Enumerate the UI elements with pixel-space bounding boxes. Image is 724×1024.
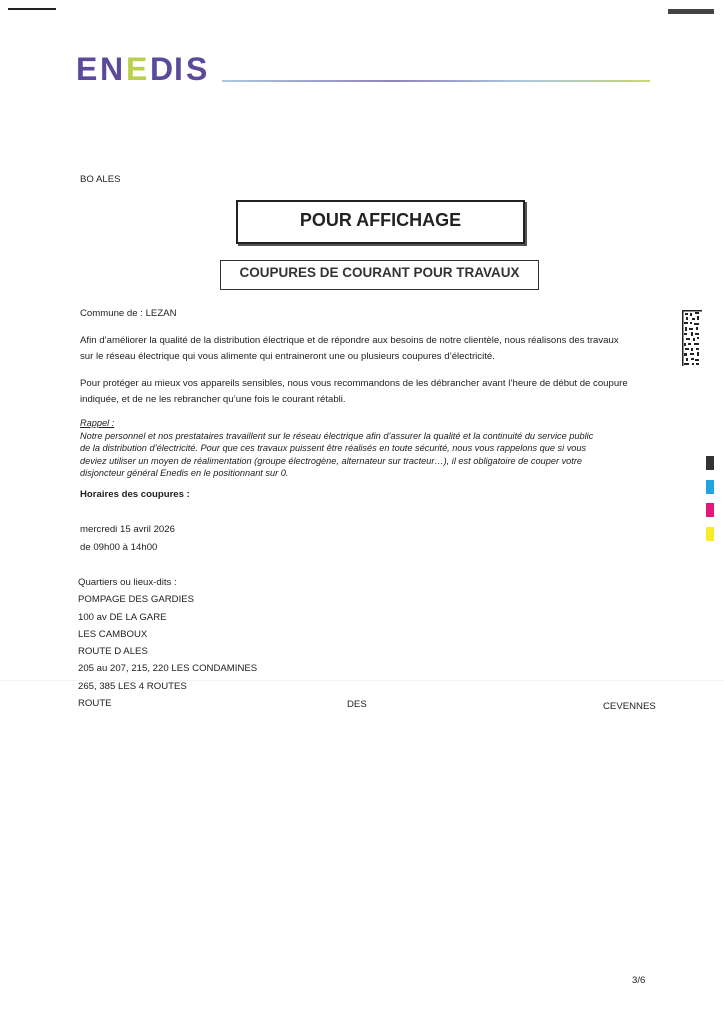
sender-label: BO ALES	[80, 174, 121, 185]
quartier-last-word-1: ROUTE	[78, 698, 112, 709]
page-number: 3/6	[632, 975, 646, 986]
rappel-line: Notre personnel et nos prestataires travaillent sur le réseau électrique afin d’assurer la qualité et la continuité du service public	[80, 430, 594, 441]
rappel-line: deviez utiliser un moyen de réalimentation (groupe électrogène, alternateur sur tracteur…), il est obligatoire de couper votre	[80, 455, 583, 466]
datamatrix-code	[682, 310, 702, 366]
svg-text:E: E	[76, 52, 99, 86]
paragraph-1	[80, 333, 619, 364]
quartier-item: 205 au 207, 215, 220 LES CONDAMINES	[78, 663, 258, 675]
quartier-last-word-3: CEVENNES	[603, 701, 656, 712]
yellow-mark	[706, 527, 714, 541]
quartiers-heading: Quartiers ou lieux-dits :	[78, 577, 177, 588]
outage-date: mercredi 15 avril 2026	[80, 524, 175, 535]
title-text: POUR AFFICHAGE	[299, 210, 462, 230]
enedis-logo	[76, 52, 216, 86]
quartier-item: ROUTE D ALES	[78, 646, 148, 658]
quartier-last-word-2: DES	[347, 699, 367, 710]
rappel-block	[80, 417, 593, 480]
paragraph-2	[80, 376, 628, 407]
quartier-item: LES CAMBOUX	[78, 628, 148, 640]
svg-text:I: I	[174, 52, 184, 86]
header-rule	[222, 80, 650, 82]
subtitle-box	[220, 260, 539, 290]
rappel-line: disjoncteur général Enedis en le positionnant sur 0.	[80, 468, 289, 478]
rappel-label: Rappel :	[80, 418, 115, 428]
svg-text:E: E	[126, 52, 149, 86]
subtitle-text: COUPURES DE COURANT POUR TRAVAUX	[239, 265, 520, 280]
paragraph-line: Afin d’améliorer la qualité de la distribution électrique et de répondre aux besoins de notre clientèle, nous réalisons des travaux	[80, 335, 619, 346]
quartier-item: POMPAGE DES GARDIES	[78, 594, 195, 606]
quartier-item: 100 av DE LA GARE	[78, 611, 167, 623]
scan-edge-mark	[668, 9, 714, 14]
paragraph-line: sur le réseau électrique qui vous alimente qui entraineront une ou plusieurs coupures d’électricité.	[80, 350, 495, 362]
black-mark	[706, 456, 714, 470]
quartier-item: 265, 385 LES 4 ROUTES	[78, 680, 187, 692]
horaires-block	[80, 521, 175, 557]
commune-line: Commune de : LEZAN	[80, 308, 177, 319]
paragraph-line: indiquée, et de ne les rebrancher qu’une fois le courant rétabli.	[80, 393, 346, 405]
rappel-line: de la distribution d’électricité. Pour que ces travaux puissent être réalisés en toute sécurité, nous vous rappelons que si vous	[80, 443, 587, 453]
svg-text:S: S	[186, 52, 209, 86]
svg-text:D: D	[150, 52, 175, 86]
outage-time: de 09h00 à 14h00	[80, 542, 158, 553]
cyan-mark	[706, 480, 714, 494]
scan-edge-mark	[8, 8, 56, 10]
horaires-heading: Horaires des coupures :	[80, 489, 190, 500]
title-box	[236, 200, 525, 244]
scan-artifact-line	[0, 680, 724, 681]
quartiers-block	[78, 574, 257, 695]
svg-text:N: N	[100, 52, 125, 86]
paragraph-line: Pour protéger au mieux vos appareils sensibles, nous vous recommandons de les débrancher avant l’heure de début de coupure	[80, 378, 628, 389]
magenta-mark	[706, 503, 714, 517]
